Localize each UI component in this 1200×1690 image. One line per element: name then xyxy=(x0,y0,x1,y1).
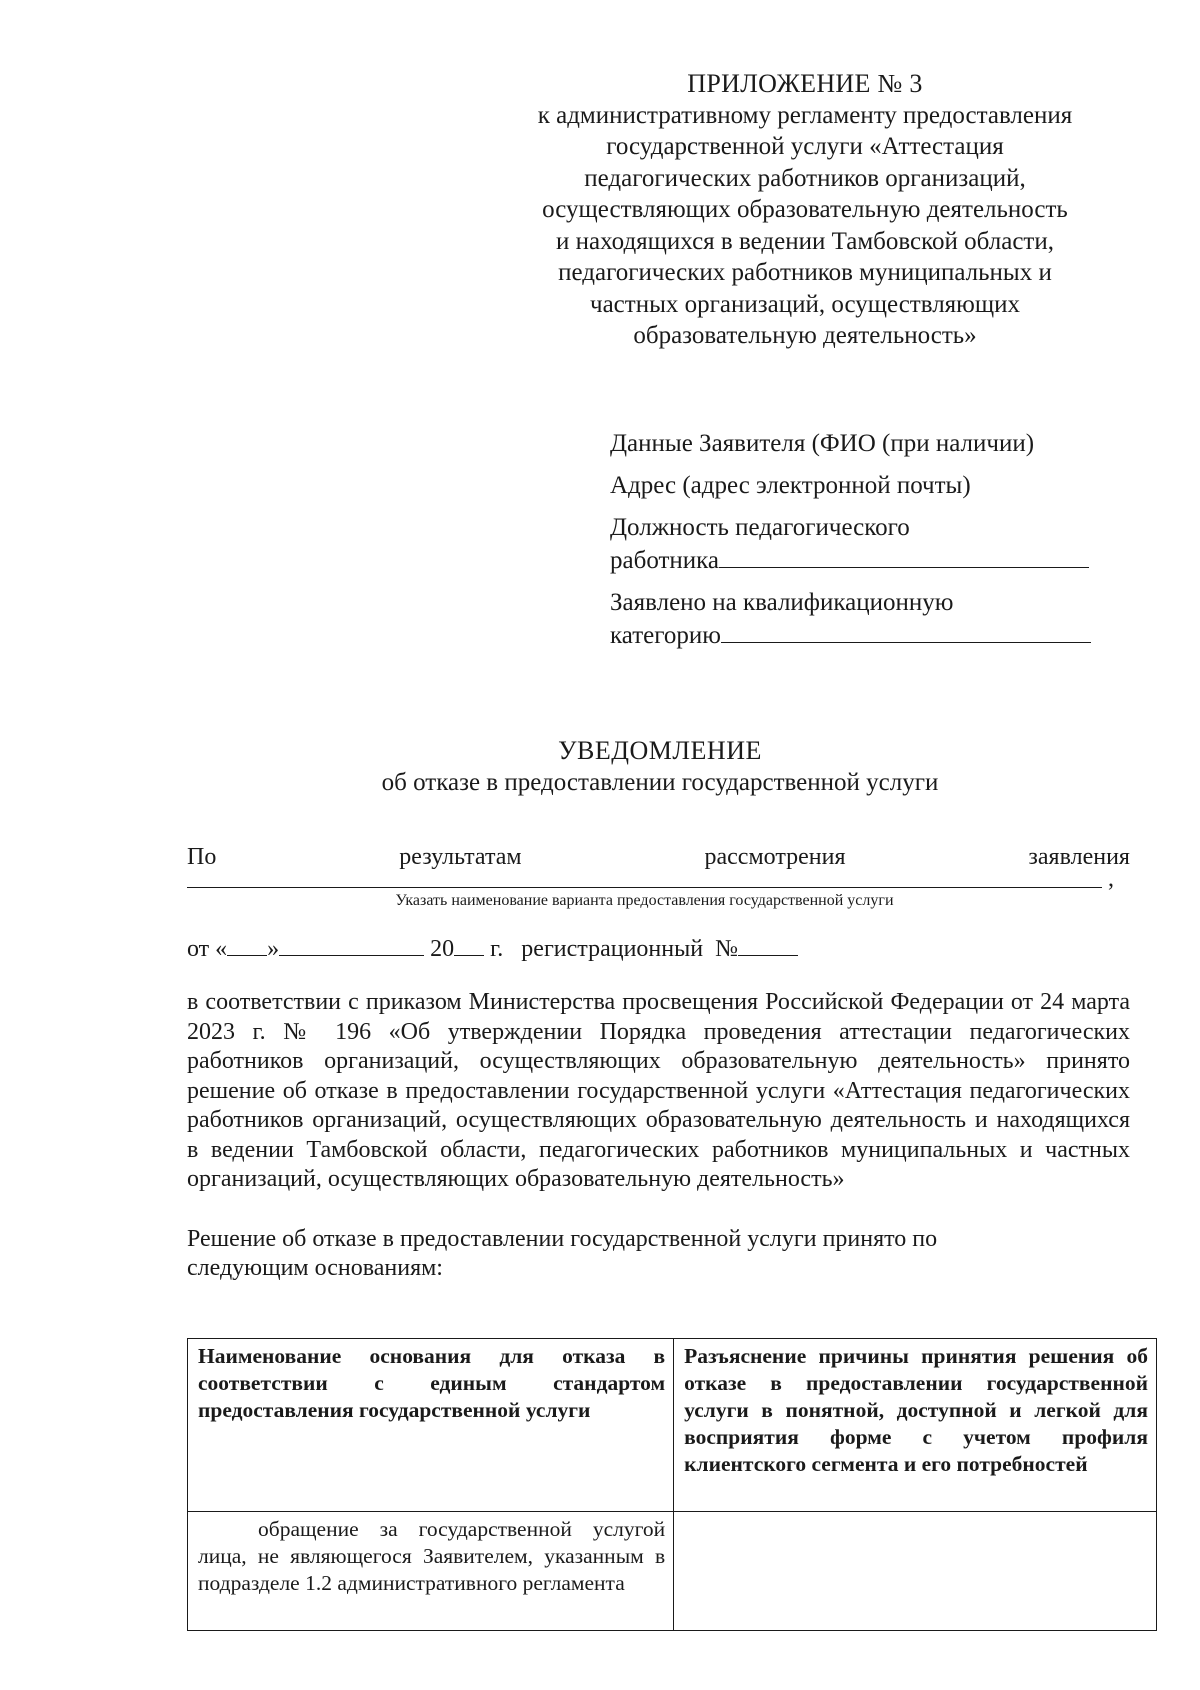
appendix-line: и находящихся в ведении Тамбовской области, xyxy=(556,227,1054,255)
applicant-category-field xyxy=(610,587,1100,651)
appendix-line: к административному регламенту предоставления xyxy=(537,101,1073,129)
variant-caption: Указать наименование варианта предоставления государственной услуги xyxy=(395,891,894,909)
registration-number-blank xyxy=(738,931,798,956)
by-results-word: заявления xyxy=(1028,844,1130,870)
appendix-line: частных организаций, осуществляющих xyxy=(590,290,1020,318)
by-results-word: рассмотрения xyxy=(704,844,846,870)
applicant-name-label: Данные Заявителя (ФИО (при наличии) xyxy=(610,430,1035,457)
date-prefix: от « xyxy=(187,935,228,962)
applicant-name-field xyxy=(610,428,1100,459)
appendix-line: государственной услуги «Аттестация xyxy=(606,133,1004,160)
appendix-header xyxy=(505,68,1105,352)
notice-title: УВЕДОМЛЕНИЕ xyxy=(558,736,762,765)
year-blank xyxy=(454,931,484,956)
table-header-cell: Разъяснение причины принятия решения об отказе в предоставлении государственной услуги в понятной, доступной и легкой для восприятия форме с учетом профиля клиентского сегмента и его потребностей xyxy=(674,1339,1157,1512)
applicant-address-field xyxy=(610,470,1100,501)
applicant-position-blank xyxy=(719,543,1089,568)
notice-subtitle: об отказе в предоставлении государственной услуги xyxy=(381,769,939,796)
by-results-word: результатам xyxy=(399,844,522,870)
date-registration-line xyxy=(187,931,1130,965)
decision-paragraph: в соответствии с приказом Министерства просвещения Российской Федерации от 24 марта 2023 г. № 196 «Об утверждении Порядка проведения аттестации педагогических работников организаций, осуществляющих образовательную деятельность» принято решение об отказе в предоставлении государственной услуги «Аттестация педагогических работников организаций, осуществляющих образовательную деятельность и находящихся в ведении Тамбовской области, педагогических работников муниципальных и частных организаций, осуществляющих образовательную деятельность» xyxy=(187,989,1130,1192)
notice-heading xyxy=(180,735,1140,798)
applicant-category-label-2: категорию xyxy=(610,622,721,649)
appendix-line: осуществляющих образовательную деятельность xyxy=(542,196,1068,223)
applicant-position-label-2: работника xyxy=(610,547,720,574)
applicant-position-field xyxy=(610,512,1100,576)
appendix-line: педагогических работников муниципальных и xyxy=(558,259,1052,286)
table-header-row xyxy=(188,1339,1157,1512)
by-results-line xyxy=(187,843,1130,873)
appendix-line: образовательную деятельность» xyxy=(633,322,977,349)
applicant-address-label: Адрес (адрес электронной почты) xyxy=(610,472,971,499)
variant-comma: , xyxy=(1108,865,1114,892)
table-cell-explanation xyxy=(674,1512,1157,1631)
notice-body xyxy=(187,843,1130,1284)
registration-label: г. регистрационный № xyxy=(484,935,738,962)
date-quote-close: » xyxy=(267,935,280,962)
variant-blank-line xyxy=(187,865,1114,892)
decision-grounds-text: Решение об отказе в предоставлении государственной услуги принято по следующим основаниям: xyxy=(187,1225,938,1281)
table-header-cell: Наименование основания для отказа в соответствии с единым стандартом предоставления государственной услуги xyxy=(188,1339,674,1512)
by-results-word: По xyxy=(187,844,217,870)
applicant-category-blank xyxy=(721,618,1091,643)
refusal-reasons-table xyxy=(187,1338,1157,1631)
month-blank xyxy=(279,931,424,956)
appendix-title: ПРИЛОЖЕНИЕ № 3 xyxy=(687,69,923,98)
year-prefix: 20 xyxy=(430,935,455,962)
appendix-line: педагогических работников организаций, xyxy=(584,164,1026,192)
day-blank xyxy=(227,931,267,956)
applicant-block xyxy=(610,428,1100,662)
applicant-position-label-1: Должность педагогического xyxy=(610,514,910,541)
table-cell-reason: обращение за государственной услугой лица, не являющегося Заявителем, указанным в подразделе 1.2 административного регламента xyxy=(188,1512,674,1631)
table-row xyxy=(188,1512,1157,1631)
applicant-category-label-1: Заявлено на квалификационную xyxy=(610,589,954,616)
